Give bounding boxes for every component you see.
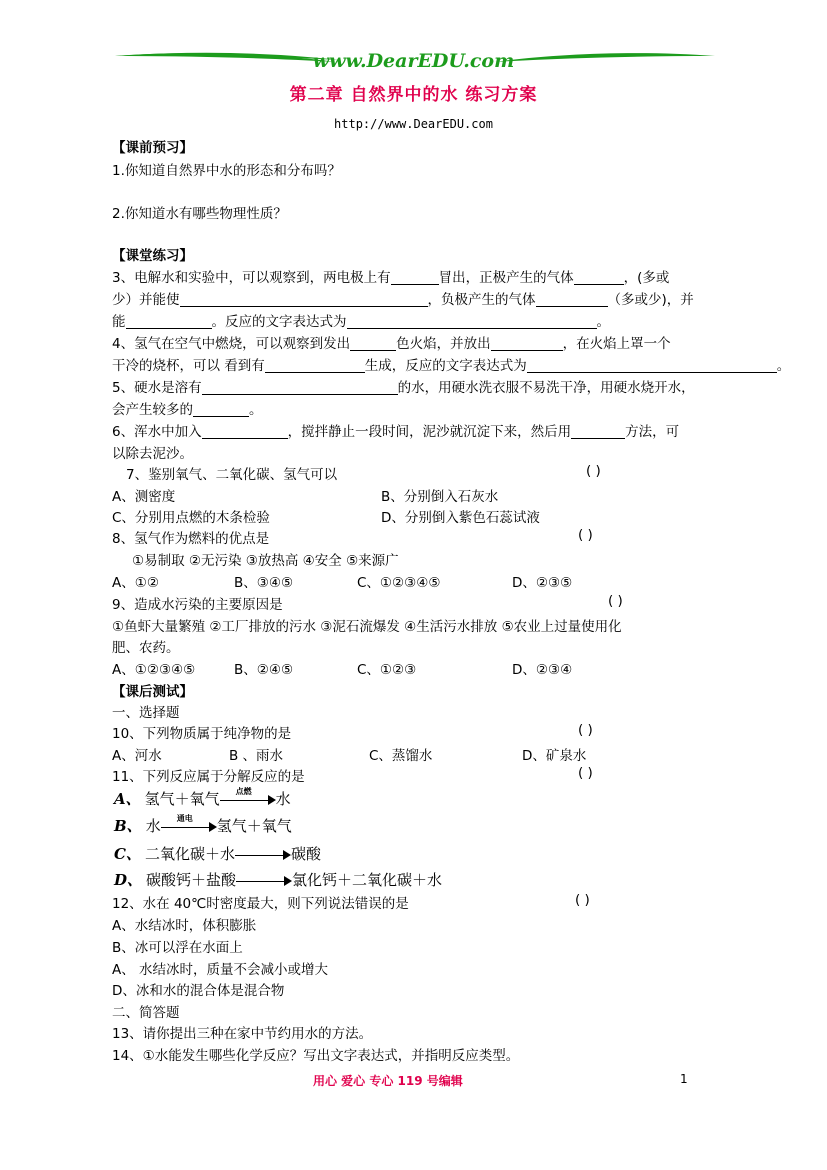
option-a: A、水结冰时，体积膨胀 [112,918,257,934]
reaction-a: A、 氢气＋氧气 点燃 水 [114,786,291,808]
question-6-line-1: 6、浑水中加入 ，搅拌静止一段时间，泥沙就沉淀下来，然后用 方法，可 [112,424,680,440]
part-1-heading: 一、选择题 [112,705,180,721]
blank [193,402,249,417]
blank [180,292,428,307]
reaction-b: B、 水 通电 氢气＋氧气 [114,813,292,835]
blank [202,380,398,395]
question-9-stem: 9、造成水污染的主要原因是 [112,597,283,613]
option-b: B、分别倒入石灰水 [381,489,499,505]
option-a: A、测密度 [112,489,176,505]
option-d: D、矿泉水 [522,748,587,764]
option-b: B、②④⑤ [234,662,294,678]
option-b: B、③④⑤ [234,575,294,591]
option-d: D、分别倒入紫色石蕊试液 [381,510,540,526]
blank [126,314,212,329]
question-14: 14、①水能发生哪些化学反应？写出文字表达式，并指明反应类型。 [112,1048,520,1064]
blank [391,270,439,285]
question-3-line-3: 能 。反应的文字表达式为 。 [112,314,610,330]
reaction-arrow [236,873,292,889]
option-a: A、①②③④⑤ [112,662,196,678]
section-preview: 【课前预习】 [112,140,193,156]
blank [536,292,608,307]
reaction-arrow [235,847,291,863]
blank [350,336,396,351]
question-6-line-2: 以除去泥沙。 [112,446,193,462]
question-11-stem: 11、下列反应属于分解反应的是 [112,769,305,785]
option-c: C、蒸馏水 [369,748,433,764]
answer-paren: ( ) [608,593,623,609]
question-3-line-2: 少）并能使 ，负极产生的气体 （多或少)，并 [112,292,694,308]
option-c: C、①②③④⑤ [357,575,441,591]
section-classwork: 【课堂练习】 [112,248,193,264]
question-5-line-1: 5、硬水是溶有 的水，用硬水洗衣服不易洗干净，用硬水烧开水， [112,380,695,396]
question-10-stem: 10、下列物质属于纯净物的是 [112,726,292,742]
question-4-line-1: 4、氢气在空气中燃烧，可以观察到发出 色火焰，并放出 ，在火焰上罩一个 [112,336,671,352]
answer-paren: ( ) [578,527,593,543]
blank [527,358,777,373]
reaction-c: C、 二氧化碳＋水 碳酸 [114,845,321,863]
option-c: C、分别用点燃的木条检验 [112,510,270,526]
question-9-items-2: 肥、农药。 [112,640,180,656]
option-b: B 、雨水 [229,748,284,764]
question-4-line-2: 干冷的烧杯，可以 看到有 生成，反应的文字表达式为 。 [112,358,791,374]
option-b: B、冰可以浮在水面上 [112,940,243,956]
question-2: 2.你知道水有哪些物理性质？ [112,206,287,222]
part-2-heading: 二、简答题 [112,1005,180,1021]
reaction-arrow: 点燃 [220,792,276,808]
page-number: 1 [680,1072,688,1086]
source-url[interactable]: http://www.DearEDU.com [334,117,493,131]
blank [491,336,563,351]
blank [265,358,365,373]
footer-slogan: 用心 爱心 专心 119 号编辑 [313,1074,463,1088]
option-c: A、 水结冰时，质量不会减小或增大 [112,962,329,978]
question-8-items: ①易制取 ②无污染 ③放热高 ④安全 ⑤来源广 [132,553,399,569]
reaction-arrow: 通电 [161,819,217,835]
answer-paren: ( ) [586,463,601,479]
section-posttest: 【课后测试】 [112,684,193,700]
question-3-line-1: 3、电解水和实验中，可以观察到，两电极上有 冒出，正极产生的气体 ，(多或 [112,270,670,286]
question-9-items-1: ①鱼虾大量繁殖 ②工厂排放的污水 ③泥石流爆发 ④生活污水排放 ⑤农业上过量使用化 [112,619,622,635]
blank [574,270,624,285]
site-banner-text[interactable]: www.DearEDU.com [312,50,515,72]
blank [347,314,597,329]
option-a: A、①② [112,575,159,591]
answer-paren: ( ) [575,892,590,908]
answer-paren: ( ) [578,722,593,738]
question-13: 13、请你提出三种在家中节约用水的方法。 [112,1026,373,1042]
option-d: D、②③⑤ [512,575,573,591]
blank [571,424,625,439]
option-c: C、①②③ [357,662,417,678]
answer-paren: ( ) [578,765,593,781]
page-title: 第二章 自然界中的水 练习方案 [289,85,538,105]
question-5-line-2: 会产生较多的 。 [112,402,263,418]
question-8-stem: 8、氢气作为燃料的优点是 [112,531,270,547]
option-d: D、②③④ [512,662,573,678]
question-1: 1.你知道自然界中水的形态和分布吗？ [112,163,341,179]
blank [202,424,288,439]
option-d: D、冰和水的混合体是混合物 [112,983,285,999]
reaction-d: D、 碳酸钙＋盐酸 氯化钙＋二氧化碳＋水 [114,871,443,889]
question-7-stem: 7、鉴别氧气、二氧化碳、氢气可以 [126,467,338,483]
option-a: A、河水 [112,748,162,764]
question-12-stem: 12、水在 40℃时密度最大，则下列说法错误的是 [112,896,409,912]
